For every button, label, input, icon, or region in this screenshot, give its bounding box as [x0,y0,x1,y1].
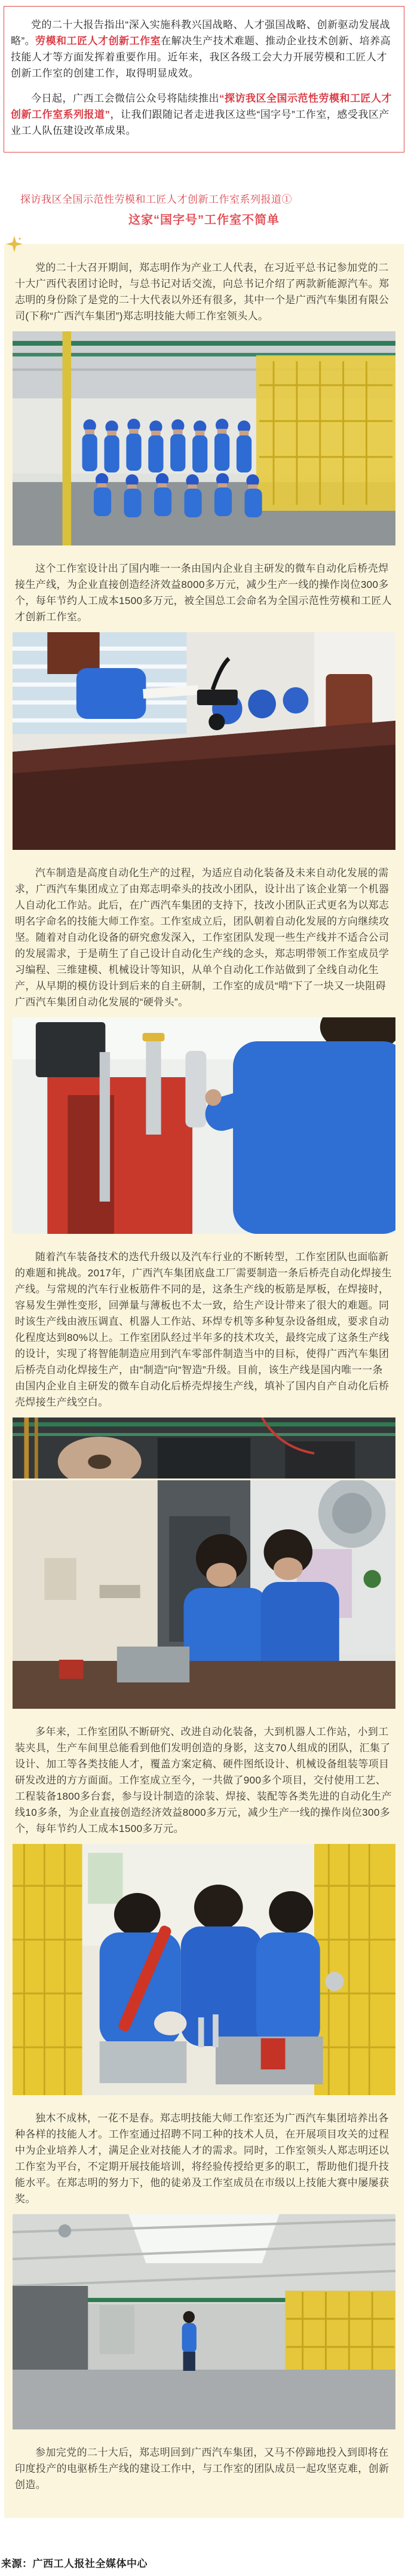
article-card [4,244,404,2518]
photo-three-workers-station[interactable] [13,1844,395,2095]
article-paragraph: 独木不成林，一花不是春。郑志明技能大师工作室还为广西汽车集团培养出各种各样的技能人才。工作室通过招聘不同工种的技术人员，在开展项目攻关的过程中为企业培养人才，满足企业对技能人才的需求。同时，工作室领头人郑志明还以工作室为平台，不定期开展技能培训，将经验传授给更多的职工，帮助他们提升技能水平。在郑志明的努力下，他的徒弟及工作室成员在市级以上技能大赛中屡屡获奖。 [15,2112,389,2205]
intro-p2-highlight: “探访我区全国示范性劳模和工匠人才创新工作室系列报道” [11,93,392,120]
photo-two-workers-machine[interactable] [13,1480,395,1709]
article-paragraph: 党的二十大召开期间，郑志明作为产业工人代表，在习近平总书记参加党的二十大广西代表团讨论时，与总书记对话交流，向总书记介绍了两款新能源汽车。郑志明的身份除了是党的二十大代表以外还有很多，其中一个是广西汽车集团有限公司(下称“广西汽车集团”)郑志明技能大师工作室领头人。 [15,262,389,322]
source-credit: 来源：广西工人报社全媒体中心 [1,2558,148,2569]
page-title: 这家“国字号”工作室不简单 [128,214,280,227]
photo-meeting-room[interactable] [13,632,395,850]
article-paragraph: 多年来，工作室团队不断研究、改进自动化装备，大到机器人工作站，小到工装夹具，生产车间里总能看到他们发明创造的身影，这支70人组成的团队，汇集了设计、加工等各类技能人才，覆盖方案定稿、硬件图纸设计、机械设备组装等项目研发改进的方方面面。工作室成立至今，一共做了900多个项目，交付使用工艺、工程装备1800多台套，参与设计制造的涂装、焊接、装配等各类先进的自动化生产线10多条，为企业直接创造经济效益8000多万元，减少生产一线的操作岗位300多个，每年节约人工成本1500多万元。 [15,1726,392,1834]
article-paragraph: 这个工作室设计出了国内唯一一条由国内企业自主研发的微车自动化后桥壳焊接生产线，为企业直接创造经济效益8000多万元，减少生产一线的操作岗位300多个，每年节约人工成本1500多万元，被全国总工会命名为全国示范性劳模和工匠人才创新工作室。 [15,563,392,623]
article-paragraph: 随着汽车装备技术的迭代升级以及汽车行业的不断转型，工作室团队也面临新的难题和挑战。2017年，广西汽车集团底盘工厂需要制造一条后桥壳自动化焊接生产线。与常规的汽车行业板筋件不同的是，这条生产线的板筋是厚板，在焊接时，容易发生弹性变形，回弹量与薄板也不太一致，给生产设计带来了很大的难题。同时该生产线由液压调直、机器人工作站、环焊专机等多种复杂设备组成，要求自动化程度达到80%以上。工作室团队经过半年多的技术攻关，最终完成了这条生产线的设计，实现了将智能制造应用到汽车零部件制造当中的目标，使得广西汽车集团后桥壳自动化焊接生产，由“制造”向“智造”升级。目前，该生产线是国内唯一一条由国内企业自主研发的微车自动化后桥壳焊接生产线，填补了国内自产自动化后桥壳焊接生产线空白。 [15,1251,392,1408]
photo-factory-walkway[interactable] [13,2214,395,2429]
intro-p1-highlight: 劳模和工匠人才创新工作室 [35,35,161,47]
intro-paragraph-2 [11,90,397,139]
photo-worker-machine-closeup[interactable] [13,1017,395,1234]
intro-paragraph-1 [11,17,397,81]
sparkle-icon [5,235,23,253]
intro-p1-rest: 在解决生产技术难题、推动企业技术创新、培养高技能人才等方面发挥着重要作用。近年来，我区各级工会大力开展劳模和工匠人才创新工作室的创建工作，取得明显成效。 [11,35,391,79]
intro-p2-rest: ，让我们跟随记者走进我区这些“国字号”工作室，感受我区产业工人队伍建设改革成果。 [11,109,389,136]
article-paragraph: 汽车制造是高度自动化生产的过程，为适应自动化装备及未来自动化发展的需求，广西汽车集团成立了由郑志明牵头的技改小团队，设计出了该企业第一个机器人自动化工作站。此后，在广西汽车集团的支持下，技改小团队正式更名为以郑志明名字命名的技能大师工作室。工作室成立后，团队朝着自动化发展的方向继续攻坚。随着对自动化设备的研究愈发深入，工作室团队发现一些生产线并不适合公司的发展需求，于是萌生了自己设计自动化生产线的念头，郑志明带领工作室成员学习编程、三维建模、机械设计等知识，从单个自动化工作站做到了全线自动化生产，从早期的模仿设计到后来的自主研制，工作室的成员“啃”下了一块又一块阻碍广西汽车集团自动化发展的“硬骨头”。 [15,867,389,1008]
intro-p2-lead: 今日起，广西工会微信公众号将陆续推出 [31,93,219,104]
photo-team-group[interactable] [13,331,395,545]
series-label: 探访我区全国示范性劳模和工匠人才创新工作室系列报道① [20,194,292,205]
article-paragraph: 参加完党的二十大后，郑志明回到广西汽车集团，又马不停蹄地投入到即将在印度投产的电驱桥生产线的建设工作中，与工作室的团队成员一起攻坚克难，创新创造。 [15,2447,389,2490]
photo-production-line[interactable] [13,1417,395,1478]
intro-p1-lead: 党的二十大报告指出“深入实施科教兴国战略、人才强国战略、创新驱动发展战略”。 [11,19,391,47]
intro-highlight-box [4,6,404,153]
